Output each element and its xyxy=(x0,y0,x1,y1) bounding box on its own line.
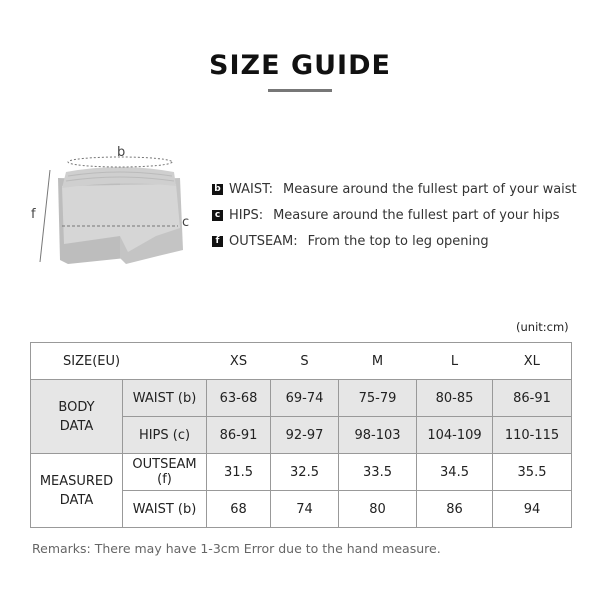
table-cell: 98-103 xyxy=(339,417,417,454)
body-data-group xyxy=(31,380,123,454)
table-cell: 63-68 xyxy=(207,380,271,417)
unit-label: (unit:cm) xyxy=(516,320,569,334)
table-cell: 68 xyxy=(207,491,271,528)
size-eu-header: SIZE(EU) xyxy=(31,343,207,380)
table-cell: 74 xyxy=(271,491,339,528)
title-underline xyxy=(268,89,332,92)
legend-key: OUTSEAM: xyxy=(229,233,298,249)
c-badge-icon: c xyxy=(212,210,223,221)
measurement-legend xyxy=(212,176,577,254)
b-badge-icon: b xyxy=(212,184,223,195)
measured-data-group xyxy=(31,454,123,528)
table-header-row xyxy=(31,343,572,380)
f-badge-icon: f xyxy=(212,236,223,247)
table-cell: 35.5 xyxy=(493,454,572,491)
table-row xyxy=(31,454,572,491)
table-cell: 31.5 xyxy=(207,454,271,491)
row-label: WAIST (b) xyxy=(123,491,207,528)
outseam-measure-line xyxy=(40,170,50,262)
table-cell: 80-85 xyxy=(417,380,493,417)
group-label: DATA xyxy=(59,492,94,508)
table-cell: 94 xyxy=(493,491,572,528)
table-cell: 110-115 xyxy=(493,417,572,454)
size-header: XS xyxy=(207,343,271,380)
group-label: MEASURED xyxy=(39,473,114,489)
table-cell: 86-91 xyxy=(207,417,271,454)
legend-desc: Measure around the fullest part of your waist xyxy=(283,181,577,197)
size-header: L xyxy=(417,343,493,380)
shorts-illustration xyxy=(28,140,198,270)
table-cell: 34.5 xyxy=(417,454,493,491)
table-cell: 80 xyxy=(339,491,417,528)
table-row xyxy=(31,380,572,417)
size-header: XL xyxy=(493,343,572,380)
legend-desc: From the top to leg opening xyxy=(307,233,489,249)
shorts-diagram xyxy=(28,140,198,270)
size-header: M xyxy=(339,343,417,380)
label-b: b xyxy=(117,145,126,160)
legend-item-hips xyxy=(212,202,577,228)
legend-desc: Measure around the fullest part of your hips xyxy=(273,207,560,223)
table-cell: 86 xyxy=(417,491,493,528)
group-label: DATA xyxy=(59,418,94,434)
row-label: HIPS (c) xyxy=(123,417,207,454)
label-c: c xyxy=(182,215,190,230)
table-cell: 86-91 xyxy=(493,380,572,417)
row-label: WAIST (b) xyxy=(123,380,207,417)
label-f: f xyxy=(31,207,36,222)
group-label: BODY xyxy=(58,399,95,415)
legend-key: WAIST: xyxy=(229,181,274,197)
legend-item-waist xyxy=(212,176,577,202)
legend-key: HIPS: xyxy=(229,207,264,223)
table-cell: 69-74 xyxy=(271,380,339,417)
table-cell: 32.5 xyxy=(271,454,339,491)
table-cell: 33.5 xyxy=(339,454,417,491)
size-table xyxy=(30,342,572,528)
remarks-note: Remarks: There may have 1-3cm Error due to the hand measure. xyxy=(32,541,441,556)
legend-item-outseam xyxy=(212,228,577,254)
page-title: SIZE GUIDE xyxy=(209,50,391,81)
table-cell: 92-97 xyxy=(271,417,339,454)
size-header: S xyxy=(271,343,339,380)
table-cell: 104-109 xyxy=(417,417,493,454)
row-label: OUTSEAM (f) xyxy=(123,454,207,491)
table-cell: 75-79 xyxy=(339,380,417,417)
